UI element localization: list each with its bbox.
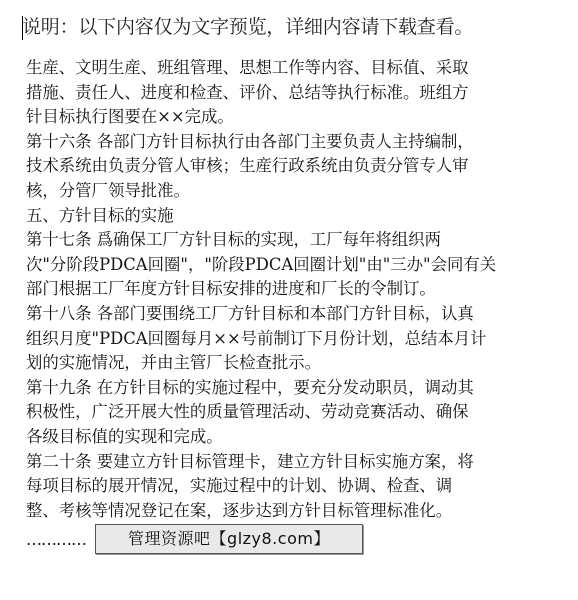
text-line: 整、考核等情况登记在案，逐步达到方针目标管理标准化。	[26, 500, 453, 520]
text-line: 生産、文明生産、班组管理、思想工作等内容、目标值、采取	[26, 58, 469, 77]
text-line: 第十七条 爲确保工厂方针目标的实现，工厂每年将组织两	[26, 230, 441, 250]
section-heading: 五、方针目标的实施	[26, 205, 174, 225]
text-line: 积极性，广泛开展大性的质量管理活动、劳动竞赛活动、确保	[26, 402, 469, 422]
text-line: 部门根据工厂年度方针目标安排的进度和厂长的令制订。	[26, 279, 436, 299]
text-line: 第十八条 各部门要围绕工厂方针目标和本部门方针目标，认真	[26, 303, 474, 323]
text-line: 技术系统由负责分管人审核；生産行政系统由负责分管专人审	[26, 156, 469, 176]
text-line: 第十六条 各部门方针目标执行由各部门主要负责人主持编制，	[26, 131, 474, 151]
ellipsis-dots: …………	[26, 530, 86, 549]
preview-notice: 说明：以下内容仅为文字预览，详细内容请下载查看。	[22, 16, 474, 38]
text-line: 核，分管厂领导批准。	[26, 180, 190, 200]
text-line: 针目标执行图要在××完成。	[26, 107, 234, 127]
watermark-label: 管理资源吧【glzy8.com】	[95, 524, 363, 554]
text-line: 各级目标值的实现和完成。	[26, 426, 223, 446]
text-line: 组织月度"PDCA回圈每月××号前制订下月份计划，总结本月计	[26, 328, 487, 348]
text-line: 每项目标的展开情况，实施过程中的计划、协调、检查、调	[26, 476, 453, 496]
text-line: 划的实施情况，并由主管厂长检查批示。	[26, 353, 322, 373]
document-body	[26, 56, 556, 523]
text-line: 措施、责任人、进度和检查、评价、总结等执行标准。班组方	[26, 82, 469, 102]
text-line: 第十九条 在方针目标的实施过程中，要充分发动职员，调动其	[26, 377, 474, 397]
text-line: 次"分阶段PDCA回圈"，"阶段PDCA回圈计划"由"三办"会同有关	[26, 254, 497, 274]
text-line: 第二十条 要建立方针目标管理卡，建立方针目标实施方案，将	[26, 451, 474, 471]
